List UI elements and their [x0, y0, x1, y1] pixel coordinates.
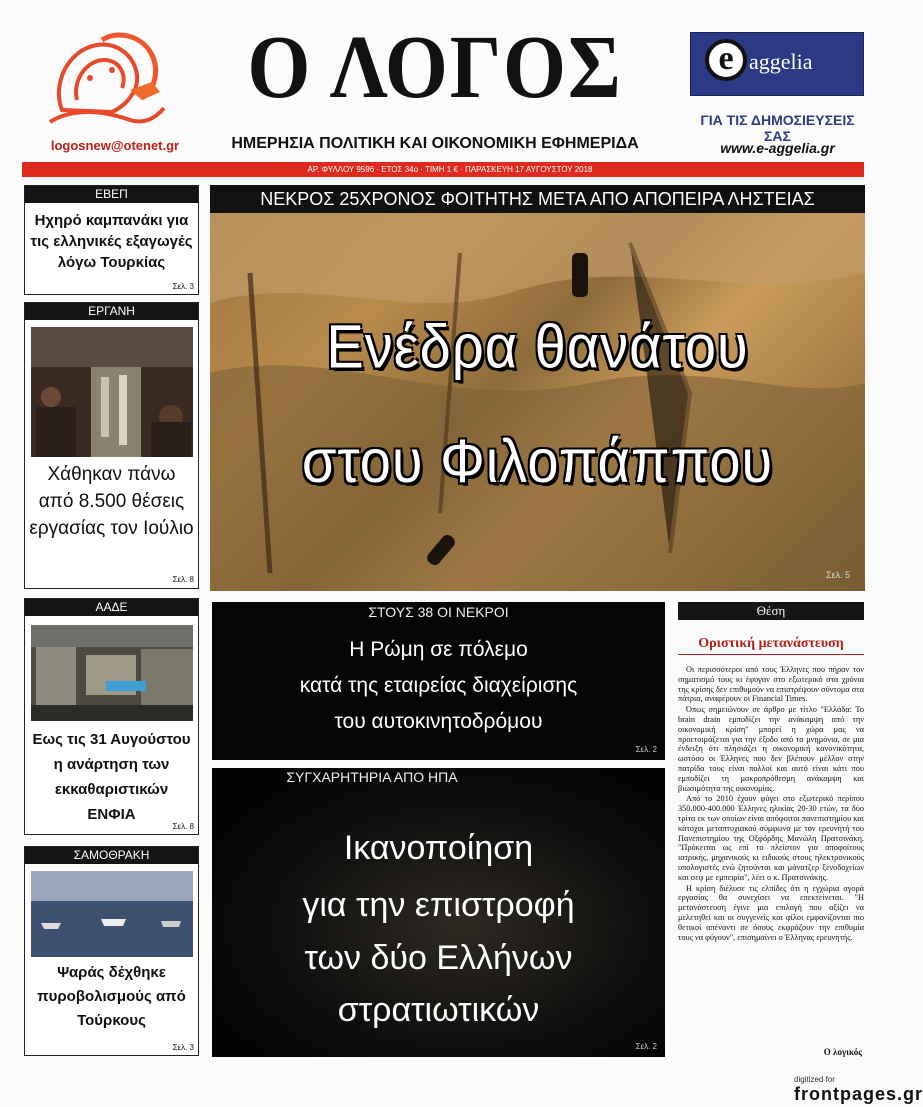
sidebar-card-evep[interactable]: [24, 185, 199, 295]
page-ref: Σελ. 8: [172, 575, 194, 584]
sidebar-headline: Εως τις 31 Αυγούστου η ανάρτηση των εκκαθαριστικών ΕΝΦΙΑ: [32, 731, 191, 823]
sidebar-headline: Ψαράς δέχθηκε πυροβολισμούς από Τούρκους: [37, 964, 186, 1029]
opinion-paragraph: Από το 2010 έχουν φύγει στο εξωτερικό περίπου 350.000-400.000 Έλληνες ηλικίας 20-30 ετών, τα δύο τρίτα εκ των οποίων είναι απόφοιτοι πανεπιστημίου και κάτοχοι μεταπτυχιακού σύμφωνα με τον ερευνητή του Πανεπιστημίου της Οξφόρδης Μανώλη Πρατσινάκη. "Πρόκειται ως επί το πλείστον για αποφοίτους ιατρικής, μηχανικούς κι ειδικούς στους ηλεκτρονικούς υπολογιστές ενώ ζητούνται και μάνατζερ ξενοδοχείων και σεφ με εμπειρία", λέει ο κ. Πρατσινάκης.: [678, 794, 864, 882]
page-ref: Σελ. 3: [172, 1043, 194, 1052]
soldiers-headline-line2: για την επιστροφή: [302, 886, 575, 924]
page-ref: Σελ. 8: [172, 822, 194, 831]
lead-headline: [210, 290, 865, 519]
soldiers-headline-line1: Ικανοποίηση: [343, 829, 534, 867]
opinion-body: [678, 665, 864, 943]
rome-headline-line2: κατά της εταιρείας διαχείρισης: [299, 674, 578, 697]
sidebar-card-ergani[interactable]: [24, 302, 199, 589]
eaggelia-tagline: ΓΙΑ ΤΙΣ ΔΗΜΟΣΙΕΥΣΕΙΣ ΣΑΣ: [700, 112, 855, 144]
digitized-note: digitized for: [794, 1075, 835, 1084]
sidebar-label: ΕΒΕΠ: [25, 186, 198, 203]
sidebar-label: ΑΑΔΕ: [25, 599, 198, 616]
eaggelia-wordmark: aggelia: [749, 49, 813, 74]
soldiers-story-box[interactable]: [212, 768, 665, 1057]
contact-email[interactable]: logosnew@otenet.gr: [50, 138, 180, 153]
sidebar-label: ΣΑΜΟΘΡΑΚΗ: [25, 847, 198, 864]
sea-boats-photo: [31, 871, 193, 957]
lead-headline-line1: Ενέδρα θανάτου: [326, 311, 749, 381]
opinion-label: Θέση: [678, 602, 864, 620]
page-ref: Σελ. 3: [172, 282, 194, 291]
lead-headline-line2: στου Φιλοπάππου: [301, 426, 774, 496]
sidebar-label: ΕΡΓΑΝΗ: [25, 303, 198, 320]
soldiers-kicker: ΣΥΓΧΑΡΗΤΗΡΙΑ ΑΠΟ ΗΠΑ: [286, 769, 458, 785]
masthead-subtitle: ΗΜΕΡΗΣΙΑ ΠΟΛΙΤΙΚΗ ΚΑΙ ΟΙΚΟΝΟΜΙΚΗ ΕΦΗΜΕΡΙΔΑ: [231, 135, 639, 152]
page-ref: Σελ. 5: [826, 570, 851, 580]
eaggelia-ad-banner[interactable]: [690, 32, 864, 96]
page-ref: Σελ. 2: [635, 745, 657, 754]
opinion-paragraph: Η κρίση διέλυσε τις ελπίδες ότι η εγχώρια αγορά εργασίας θα συνεχίσει να επεκτείνεται. "Η μετανάστευση έγινε μια επιλογή που αξίζει να μελετηθεί και οι συγγενείς και φίλοι εμφανίζονται πιο θετικοί απέναντι σε όσους εκφράζουν την επιθυμία τους να φύγουν", επισημαίνει ο Έλληνας ερευνητής.: [678, 883, 864, 942]
soldiers-headline-line4: στρατιωτικών: [337, 991, 540, 1029]
soldiers-headline-line3: των δύο Ελλήνων: [304, 939, 573, 977]
sidebar-card-aade[interactable]: [24, 598, 199, 835]
frontpages-watermark[interactable]: frontpages.gr: [794, 1084, 923, 1104]
opinion-title: Οριστική μετανάστευση: [678, 636, 864, 655]
rome-headline-line3: του αυτοκινητοδρόμου: [334, 710, 543, 733]
opinion-paragraph: Οι περισσότεροι από τους Έλληνες που πήραν τον σηματισμό τους κι έφυγαν στο εξωτερικό στα χρόνια της κρίσης δεν επιθυμούν να επιστρέψουν σύντομα στα πάτρια, αναφέρουν οι Financial Times.: [678, 665, 864, 704]
sidebar-headline: Ηχηρό καμπανάκι για τις ελληνικές εξαγωγές λόγω Τουρκίας: [30, 212, 193, 271]
lead-kicker: ΝΕΚΡΟΣ 25ΧΡΟΝΟΣ ΦΟΙΤΗΤΗΣ ΜΕΤΑ ΑΠΟ ΑΠΟΠΕΙΡΑ ΛΗΣΤΕΙΑΣ: [210, 185, 865, 213]
buildings-photo: [31, 625, 193, 721]
newspaper-logo-icon: [42, 30, 172, 130]
sidebar-card-samothraki[interactable]: [24, 846, 199, 1056]
issue-info: ΑΡ. ΦΥΛΛΟΥ 9596 · ΕΤΟΣ 34ο · ΤΙΜΗ 1 € · ΠΑΡΑΣΚΕΥΗ 17 ΑΥΓΟΥΣΤΟΥ 2018: [307, 165, 593, 174]
crowd-photo: [31, 327, 193, 457]
rome-story-box[interactable]: [212, 602, 665, 760]
rome-headline-line1: Η Ρώμη σε πόλεμο: [349, 638, 528, 661]
rome-kicker: ΣΤΟΥΣ 38 ΟΙ ΝΕΚΡΟΙ: [368, 604, 509, 620]
opinion-signature: Ο λογικός: [823, 1047, 862, 1057]
newspaper-masthead: Ο ΛΟΓΟΣ: [247, 18, 623, 117]
sidebar-headline: Χάθηκαν πάνω από 8.500 θέσεις εργασίας τον Ιούλιο: [29, 464, 194, 539]
eaggelia-logo-icon: e: [705, 39, 747, 81]
opinion-paragraph: Όπως σημειώνουν σε άρθρο με τίτλο "Ελλάδα: Το brain drain εμποδίζει την ανάκαμψη από την οικονομική κρίση" μπορεί η χώρα μας να προετοιμάζεται για την έξοδο από τα μνημόνια, σε μια ένδειξη ότι πλησιάζει η οικονομική κανονικότητα, ωστόσο οι Έλληνες που δεν βλέπουν μέλλον στην πατρίδα τους είναι πολλοί και αυτό είναι κάτι που εμποδίζει τη μακροπρόθεσμη ανάκαμψη και βιωσιμότητα της οικονομίας.: [678, 705, 864, 793]
page-ref: Σελ. 2: [635, 1042, 657, 1051]
eaggelia-url[interactable]: www.e-aggelia.gr: [720, 140, 835, 156]
